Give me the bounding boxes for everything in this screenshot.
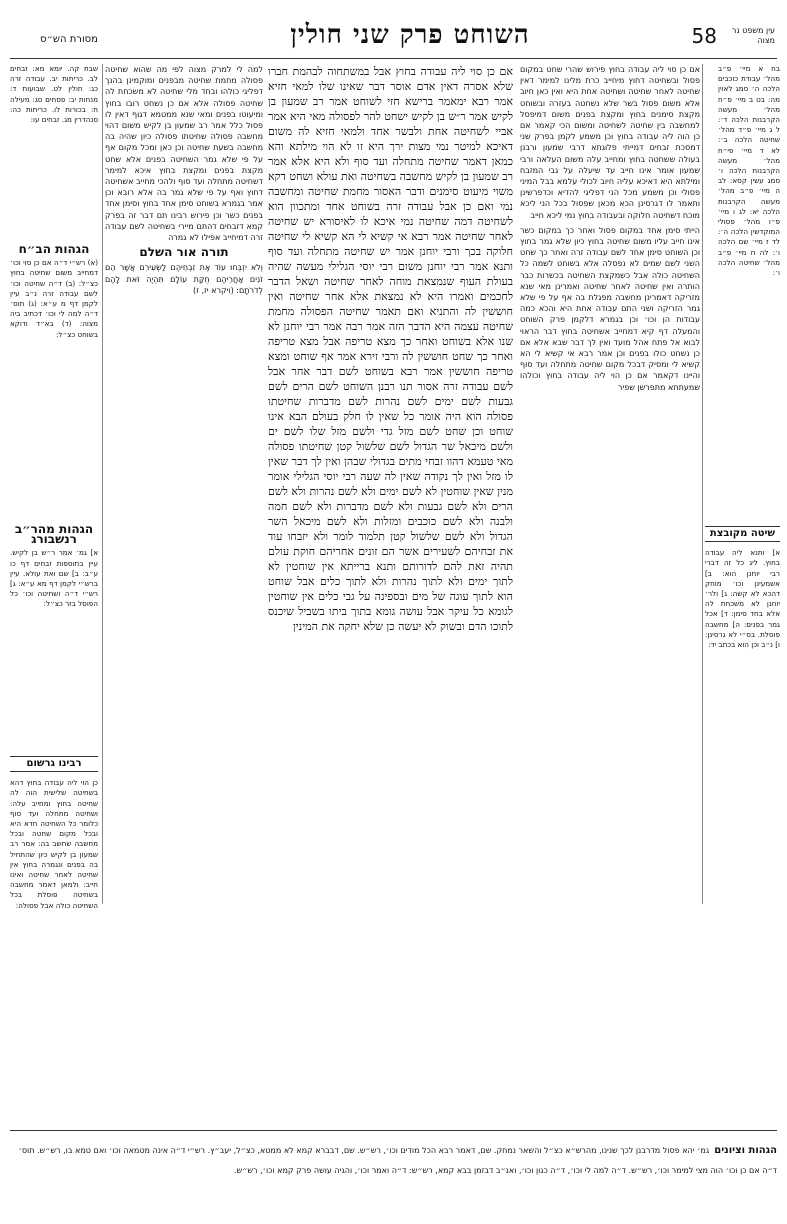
rabbeinu-gershom-label: רבינו גרשום — [10, 756, 98, 772]
hagahot-tziyunim-label: הגהות וציונים — [714, 1145, 777, 1156]
page-title: השוחט פרק שני חולין — [290, 20, 530, 50]
shita-mekubetzet-label: שיטה מקובצת — [705, 526, 780, 542]
tosafot-text: למה לי למרק מצוה לפי מה שהוא שחיטה פסולה מחמת שחיטה מבפנים ומוקמינן בהנך דפליגי כולהו ובחד מלי שחיטה לא משכחת לה שחיטה פסולה אלא אם כן נשחט רובו בחוץ ומיעוטו בפנים ומאי שנא ממטמא דגוף דאין לו פסול כלל אמר רב שמעון בן לקיש משום דהוי מחשבה פסולה שחיטתו פסולה כיון שהיה בה מחשבה בשעת שחיטה וכן כאן ומכל מקום אף על פי שלא גמר השחיטה בפנים אלא שחט מקצת בפנים ומקצת בחוץ איכא למימר דשחיטה מתחלה ועד סוף ולהכי מחייב אשחיטה דחוץ ואף על פי שלא גמר בה אלא רובא וכן אמר בגמרא בשוחט סימן אחד בחוץ וסימן אחד בפנים כשר וכן פירוש רבינו תם דבר זה בפרק קמא דזבחים דהתם מיירי בשחיטה לשם עבודה זרה דמיחייב אפילו לא גמרה — [105, 65, 263, 243]
rabbeinu-gershom-column — [10, 750, 98, 910]
hagahot-habach-label: הגהות הב״ח — [18, 242, 90, 256]
column-divider — [102, 64, 103, 904]
rashi-text-continued: הייתי סימן אחד במקום פסול ואחר כך במקום כשר אינו חייב עליו משום שחיטה בחוץ כיון שלא גמר בחוץ וכן השוחט סימן אחד לשם עבודה זרה ואחר כך שחט השני לשם שמים לא נפסלה אלא בשוחט לשמה כל השחיטה כולה אבל כשמקצת השחיטה בכשרות כבר הותרה ואין שחיטה לאחר שחיטה ואמרינן מאי שנא מזריקה דאמרינן מחשבה מפגלת בה אף על פי שלא גמר הזריקה ושני התם עבודה אחת היא והכא כמה עבודות הן וכו׳ וכן בגמרא דלקמן פרק השוחט והמעלה דף קיא דמחייב אשחיטה בחוץ דבר הראוי לבוא אל פתח אהל מועד ואין לך דבר שבא אלא אם כן נשחט כולו בפנים וכן אמר רבא אי קשיא לי הא קשיא לי ומסיק דבכל מקום שחיטה מתחלה ועד סוף והיינו דקאמר אם כן הוי ליה עבודה בחוץ וכולהו שמעתתא מתפרשן שפיר — [520, 225, 700, 392]
hagahot-maharav-column — [10, 520, 98, 720]
torah-or-label: תורה אור השלם — [139, 245, 229, 260]
hagahot-habach-column — [10, 240, 98, 500]
shita-mekubetzet-column — [705, 520, 780, 720]
tosafot-column — [105, 64, 263, 884]
hagahot-tziyunim-text: גמ׳ יהא פסול מדרבנן לכך שנינו, מהרש״א כצ״ל והשאר נמחק. שם, דאמר רבא הכל מודים וכו׳, רש״ש. שם, דבברא קמא לא ממטא, כצ״ל, יעב״ץ. רש״י ד״ה אינה מטמאה וכו׳ ואם טמא בו, רש״ש. תוס׳ ד״ה אם כן וכו׳ הוה מצי למימר וכו׳, רש״ש. ד״ה למה לי וכו׳, ד״ה כגון וכו׳, ואנ״ב דבזמן בבא קמא, רש״ש: ד״ה ואמר וכו׳, והגיה עושה פרק קמא וכו׳, רש״ש. — [18, 1146, 777, 1175]
mesorat-hashas-title: מסורת הש״ס — [40, 34, 98, 45]
gemara-column — [268, 64, 513, 864]
shita-mekubetzet-text: א] ותנא ליה עבודה בחוץ. ליג כל זה דברי רבי יוחנן הוא: ב] אשמעינן וכו׳ מוחק דהכא לא קשה: ג] ולר׳ יוחנן לא משכחת לה אלא בחד סימן: ד] אכל גמר בפנים: ה] מחשבה פוסלת. בס״י לא גרסינן: ו] נ״ב וכן הוא בכתב יד: — [705, 548, 780, 650]
mesorat-hashas-column — [10, 64, 98, 234]
hagahot-maharav-text: א] גמ׳ אמר ר״ש בן לקיש. עיין בתוספות זבחים דף כו ע״ב: ב] שם ואת עולא. עיין ברש״י לקמן דף מא ע״א: ג] רש״י ד״ה ושחיטה וכו׳ כל הפוסל בזר כצ״ל: — [10, 548, 98, 609]
header-rule — [10, 58, 777, 59]
mesorat-hashas-text: שבת קה. יומא מא: זבחים לב. כריתות יב. עבודה זרה כג: חולין לט. שבועות ד: מנחות יב: פסחים סג: מעילה ח: בכורות לו. כריתות כה: סנהדרין מג. זבחים עו: — [10, 64, 98, 125]
page-header — [0, 16, 787, 56]
ein-mishpat-text: בח א מיי׳ פ״ב מהל׳ עבודת כוכבים הלכה ה׳ סמג לאוין מה: בט ב מיי׳ פ״ח מהל׳ מעשה הקרבנות הלכה ד׳: ל ג מיי׳ פ״ד מהל׳ שחיטה הלכה ב׳: לא ד מיי׳ פי״ח מהל׳ מעשה הקרבנות הלכה ו׳ סמג עשין קסא: לב ה מיי׳ פ״ב מהל׳ מעשה הקרבנות הלכה יא: לג ו מיי׳ פ״ו מהל׳ פסולי המוקדשין הלכה ה׳: לד ז מיי׳ שם הלכה ו׳: לה ח מיי׳ פ״ב מהל׳ שחיטה הלכה ו׳: — [718, 64, 780, 278]
gemara-text: אם כן סוי ליה עבודה בחוץ אבל במשתחוה לבהמת חברו שלא אסרה דאין אדם אוסר דבר שאינו שלו למאי חזיא אמר רבא ימאמר ברישא חזי לשוחט אמר רב שמעון בן לקיש אמר ר״ש בן לקיש ישחט להר לפסולה מאי היא אמר אביי לשחיטה אחת ולבשר אחד ולמאי חזיא לה משום דאיכא למיטר נמי מצות ירך היא זו לא הוי מילתא והא כמאן דאמר שחיטה מתחלה ועד סוף ולא היא אלא אמר רב שמעון בן לקיש מחשבה בשחיטה ואת עולא ושחט דקא משוי מיעוט סימנים ודבר האסור מחמת שחיטה ומחשבה נמי ואם כן אבל עבודה זרה בשוחט אחד ומתכוון הוא לשחיטה דמה שחיטה נמי איכא לו לאיסורא יש שחיטה לאחר שחיטה אמר רבא אי קשיא לי הא קשיא לי שחיטה חלוקה בכך ורבי יוחנן אמר יש שחיטה מתחלה ועד סוף ותנא אמר רבי יוחנן משום רבי יוסי הגלילי מעשה שהיה בעולת העוף שנמצאת מוחה לאחר שחיטה ושאל הדבר לחכמים ואמרו היא לא נמצאת אלא אחר שחיטה ואין חוששין לה והתניא ואם תאמר שחיטה הפסולה מחמת שחיטה עצמה היא הדבר הזה אמר רבה אמר רבי יוחנן לא שנו אלא בשוחט ואחר כך מצא טריפה אבל מצא טריפה ואחר כך שחט חוששין לה ורבי זירא אמר אף שוחט ומצא טריפה חוששין אמר רבא בשוחט לשם דבר אחר אבל לשם עבודה זרה אסור תנו רבנן השוחט לשם הרים לשם גבעות לשם ימים לשם נהרות לשם מדברות שחיטתו פסולה הוא היה אומר כל שאין לו חלק בעולם הבא אינו שוחט וכן שחט לשם מזל גדי ולשם מזל שלו לשם ים ולשם מיכאל שר הגדול לשם שלשול קטן שחיטתו פסולה מאי טעמא דהוו זבחי מתים בגדולי שבהן ואין לך דבר שאין לו מזל ואין לך נקודה שאין לה שעה רבי יוסי הגלילי אומר מנין שאין שוחטין לא לשם ימים ולא לשם נהרות ולא לשם הרים ולא לשם גבעות ולא לשם מדברות ולא לשם חמה ולבנה ולא לשם כוכבים ומזלות ולא לשם מיכאל השר הגדול ולא לשם שלשול קטן תלמוד לומר ולא יזבחו עוד את זבחיהם לשעירים אשר הם זונים אחריהם חוקת עולם תהיה זאת להם לדורותם ותנא ברייתא אין שוחטין לא לתוך ימים ולא לתוך נהרות ולא לתוך כלים אבל שוחט הוא לתוך עוגה של מים ובספינה על גבי כלים אין שוחטין לגומא כל עיקר אבל עושה גומא בתוך ביתו בשביל שיכנס לתוכו הדם ובשוק לא יעשה כן שלא יחקה את המינין — [268, 65, 513, 633]
page-number: 58 — [691, 24, 717, 48]
rashi-text: אם כן סוי ליה עבודה בחוץ פירוש שהרי שחט במקום פסול ובשחיטה דחוץ מיחייב כרת מלינו למימר דאין שחיטה לאחר שחיטה ושחיטה אחת היא ואין כאן חיוב אלא משום פסול בשר שלא נשחטה בעזרה ובשוחט מקצת סימנים בחוץ ומקצת בפנים משום דמיפסל למחשבה בין שחיטה לשחיטה ומשום הכי קאמר אם כן הוה ליה עבודה בחוץ וכן משמע לקמן בפרק שני דמסכת זבחים דמייתי פלוגתא דרבי שמעון ורבנן בעולה ששחטה בחוץ ומחייב עלה משום העלאה ורבי שמעון אומר אינו חייב עד שיעלה על גבי המזבח ומילתא היא דאיכא עליה חיוב לכולי עלמא בבל המיני פסולי וכן משמע מכל הני דפליגי להדיא וכדפרשינן ותאמר לו דגרסינן הכא מכאן שפסול בכל הני ליכא מוכח דשחיטה חלוקה ובעבודה בחוץ נמי ליכא חייב — [520, 65, 700, 220]
hagahot-maharav-label: הגהות מהר״ב רנשבורג — [14, 522, 94, 547]
ein-mishpat-column — [718, 64, 780, 484]
rabbeinu-gershom-text: כן הוי ליה עבודה בחוץ דהא בשחיטה שלישית הוה לה שחיטה בחוץ ומחייב עלה: ושחיטה מתחלה ועד סוף כלומר כל השחיטה חדא היא ובכל מקום שחטה ובכל מחשבה שחשב בה: אמר רב שמעון בן לקיש כיון שהתחיל בה בפנים ונגמרה בחוץ אין שחיטה לאחר שחיטה ואינו חייב: ולמאן דאמר מחשבה בשחיטה פוסלת בכל השחיטה כולה אבל פסולה: — [10, 778, 98, 910]
ein-mishpat-title: עין משפט נר מצוה — [731, 26, 775, 45]
hagahot-habach-text: (א) רש״י ד״ה אם כן סוי וכו׳ דמחייב משום שחיטה בחוץ כצ״ל: (ב) ד״ה שחיטה וכו׳ לשם עבודה זרה נ״ב עיין לקמן דף מ ע״א: (ג) תוס׳ ד״ה למה לי וכו׳ דכתיב ביה מצוה: (ד) בא״ד ודוקא בשוחט כצ״ל: — [10, 258, 98, 339]
footer-notes — [10, 1138, 777, 1218]
rashi-column — [520, 64, 700, 904]
footer-rule — [10, 1130, 777, 1131]
column-divider — [702, 64, 703, 904]
torah-or-text: וְלֹא יִזְבְּחוּ עוֹד אֶת זִבְחֵיהֶם לַשְּׂעִירִם אֲשֶׁר הֵם זֹנִים אַחֲרֵיהֶם חֻקַּת עוֹלָם תִּהְיֶה זֹּאת לָהֶם לְדֹרֹתָם: (ויקרא יז, ז) — [105, 263, 263, 295]
